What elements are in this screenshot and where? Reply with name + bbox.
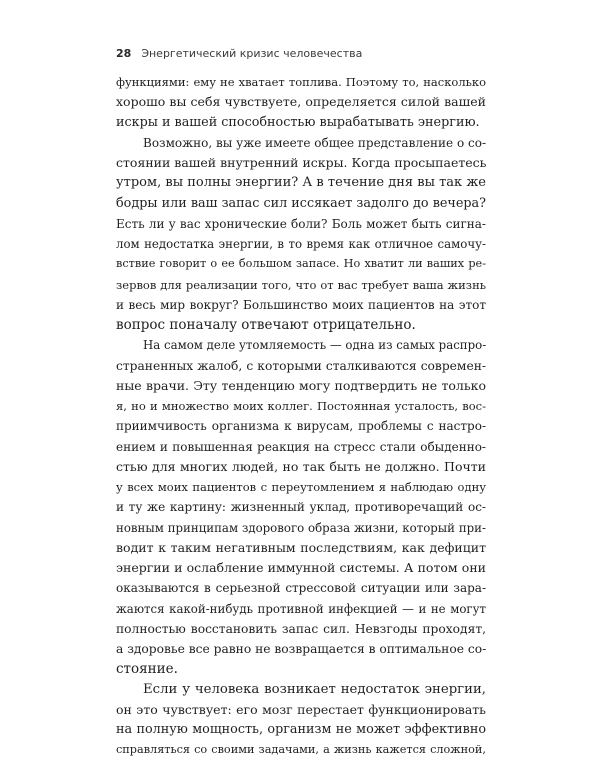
text-line: новным принципам здорового образа жизни, который при- — [116, 520, 486, 535]
running-title: Энергетический кризис человечества — [141, 47, 363, 60]
paragraph-2 — [116, 133, 486, 336]
text-line: Если у человека возникает недостаток энергии, — [143, 681, 486, 697]
text-line: справляться со своими задачами, а жизнь кажется сложной, — [116, 743, 486, 757]
text-line: и ту же картину: жизненный уклад, противоречащий ос- — [116, 500, 486, 515]
paragraph-3 — [116, 335, 486, 679]
text-line: приимчивость организма к вирусам, проблемы с настро- — [116, 419, 486, 434]
text-line: ением и повышенная реакция на стресс стали обыденно- — [116, 439, 486, 454]
text-line: водит к таким негативным последствиям, как дефицит — [116, 539, 486, 555]
text-line: Возможно, вы уже имеете общее представление о со- — [143, 135, 487, 150]
text-line: а здоровье все равно не возвращается в оптимальное со- — [116, 642, 487, 656]
text-line: стью для многих людей, но так быть не должно. Почти — [116, 458, 486, 474]
text-line: стояние. — [116, 661, 178, 678]
text-line: функциями: ему не хватает топлива. Поэтому то, насколько — [116, 75, 486, 89]
text-line: бодры или ваш запас сил иссякает задолго до вечера? — [116, 195, 486, 211]
text-line: хорошо вы себя чувствуете, определяется силой вашей — [116, 94, 486, 110]
page-number: 28 — [116, 47, 132, 60]
running-header — [116, 47, 362, 60]
text-line: полностью восстановить запас сил. Невзгоды проходят, — [116, 621, 486, 636]
text-line: зервов для реализации того, что от вас требует ваша жизнь — [116, 277, 486, 292]
text-line: он это чувствует: его мозг перестает функционировать — [116, 701, 486, 717]
paragraph-1 — [116, 72, 486, 133]
text-line: оказываются в серьезной стрессовой ситуации или зара- — [116, 581, 486, 596]
paragraph-4 — [116, 680, 486, 761]
text-line: вопрос поначалу отвечают отрицательно. — [116, 317, 416, 333]
text-line: лом недостатка энергии, в то время как отличное самочу- — [116, 237, 486, 251]
text-line: вствие говорит о ее большом запасе. Но хватит ли ваших ре- — [116, 257, 486, 271]
text-line: стоянии вашей внутренний искры. Когда просыпаетесь — [116, 155, 487, 170]
text-line: жаются какой-нибудь противной инфекцией — и не могут — [116, 601, 486, 616]
text-line: На самом деле утомляемость — одна из самых распро- — [143, 338, 487, 353]
text-line: искры и вашей способностью вырабатывать энергию. — [116, 114, 480, 130]
body-text — [116, 72, 486, 761]
text-line: и весь мир вокруг? Большинство моих пациентов на этот — [116, 297, 486, 312]
text-line: Есть ли у вас хронические боли? Боль может быть сигна- — [116, 216, 486, 231]
text-line: утром, вы полны энергии? А в течение дня вы так же — [116, 175, 486, 191]
text-line: энергии и ослабление иммунной системы. А потом они — [116, 560, 486, 575]
text-line: страненных жалоб, с которыми сталкиваются современ- — [116, 358, 486, 373]
text-line: ные врачи. Эту тенденцию могу подтвердить не только — [116, 377, 486, 393]
text-line: на полную мощность, организм не может эффективно — [116, 722, 486, 737]
text-line: я, но и множество моих коллег. Постоянная усталость, вос- — [116, 399, 486, 413]
text-line: у всех моих пациентов с переутомлением я наблюдаю одну — [116, 480, 486, 494]
